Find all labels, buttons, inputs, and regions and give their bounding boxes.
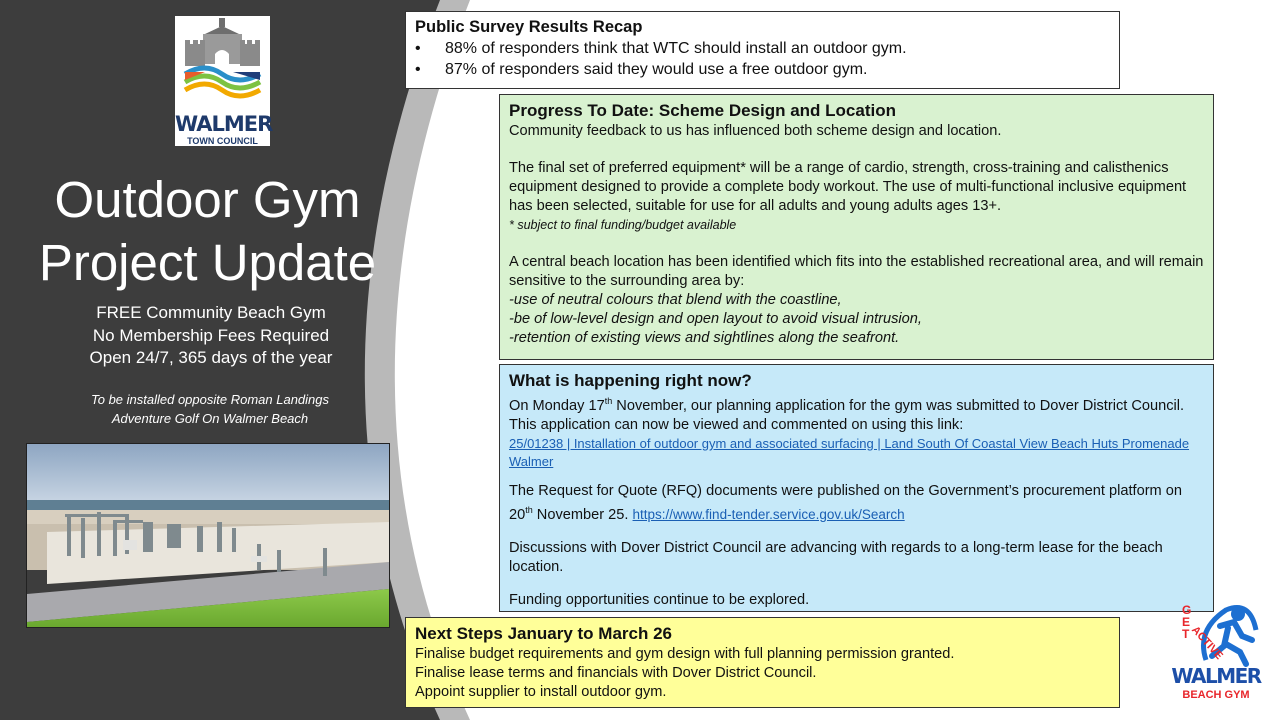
next-steps-title: Next Steps January to March 26 (415, 624, 672, 643)
hero-title-line2: Project Update (38, 234, 377, 291)
progress-point: -use of neutral colours that blend with the coastline, (509, 292, 842, 308)
beach-gym-render (26, 443, 390, 628)
castle-emblem-icon (175, 16, 270, 108)
next-step-item: Finalise budget requirements and gym design with full planning permission granted. (415, 646, 955, 662)
progress-location: A central beach location has been identified which fits into the established recreational area, and will remain sensitive to the surrounding area by: (509, 254, 1204, 289)
survey-bullet: • 88% of responders think that WTC should install an outdoor gym. (415, 40, 907, 57)
now-funding: Funding opportunities continue to be explored. (509, 591, 810, 608)
now-title: What is happening right now? (509, 371, 752, 390)
progress-equipment: The final set of preferred equipment* will be a range of cardio, strength, cross-training and calisthenics equipment designed to provide a complete body workout. The use of multi-functional inclusive equipment has been selected, suitable for use for all adults and young adults ages 13+. (509, 160, 1187, 214)
location-line2: Adventure Golf On Walmer Beach (111, 410, 309, 426)
get-label: GET (1182, 603, 1192, 641)
progress-point: -retention of existing views and sightlines along the seafront. (509, 330, 900, 346)
now-planning: On Monday 17th November, our planning application for the gym was submitted to Dover District Council. This application can now be viewed and commented on using this link: (509, 396, 1185, 433)
feature-no-fees: No Membership Fees Required (92, 325, 330, 345)
council-logo (175, 16, 273, 146)
active-label: ACTIVE (1189, 624, 1225, 663)
find-tender-link[interactable]: https://www.find-tender.service.gov.uk/Search (632, 506, 905, 522)
progress-point: -be of low-level design and open layout to avoid visual intrusion, (509, 311, 922, 327)
feature-open: Open 24/7, 365 days of the year (89, 348, 333, 367)
hero-title-line1: Outdoor Gym (54, 171, 361, 228)
walmer-label: WALMER (1171, 664, 1261, 688)
progress-title: Progress To Date: Scheme Design and Location (509, 101, 896, 120)
planning-application-link[interactable]: 25/01238 | Installation of outdoor gym and associated surfacing | Land South Of Coastal View Beach Huts Promenade Walmer (509, 435, 1190, 469)
survey-bullets (415, 38, 1110, 80)
now-lease: Discussions with Dover District Council are advancing with regards to a long-term lease for the beach location. (509, 539, 1163, 575)
progress-box (499, 94, 1214, 360)
survey-title: Public Survey Results Recap (415, 18, 643, 36)
feature-free: FREE Community Beach Gym (96, 303, 326, 322)
hero-location (0, 391, 420, 428)
get-active-logo (1168, 600, 1264, 708)
next-step-item: Finalise lease terms and financials with Dover District Council. (415, 665, 817, 681)
beach-gym-label: BEACH GYM (1182, 689, 1250, 701)
survey-bullet: • 87% of responders said they would use a free outdoor gym. (415, 61, 868, 78)
progress-intro: Community feedback to us has influenced both scheme design and location. (509, 123, 1002, 139)
now-box (499, 364, 1214, 612)
council-logo-name: WALMER (175, 112, 273, 136)
survey-box (405, 11, 1120, 89)
now-rfq: The Request for Quote (RFQ) documents were published on the Government’s procurement platform on 20th November 25. https://www.find-tender.service.gov.uk/Search (509, 482, 1182, 523)
hero-features (0, 302, 422, 370)
progress-footnote: * subject to final funding/budget available (509, 218, 737, 232)
next-steps-box (405, 617, 1120, 708)
location-line1: To be installed opposite Roman Landings (90, 392, 330, 407)
council-logo-sub: TOWN COUNCIL (187, 136, 258, 146)
hero-title (0, 168, 415, 294)
next-step-item: Appoint supplier to install outdoor gym. (415, 684, 667, 700)
